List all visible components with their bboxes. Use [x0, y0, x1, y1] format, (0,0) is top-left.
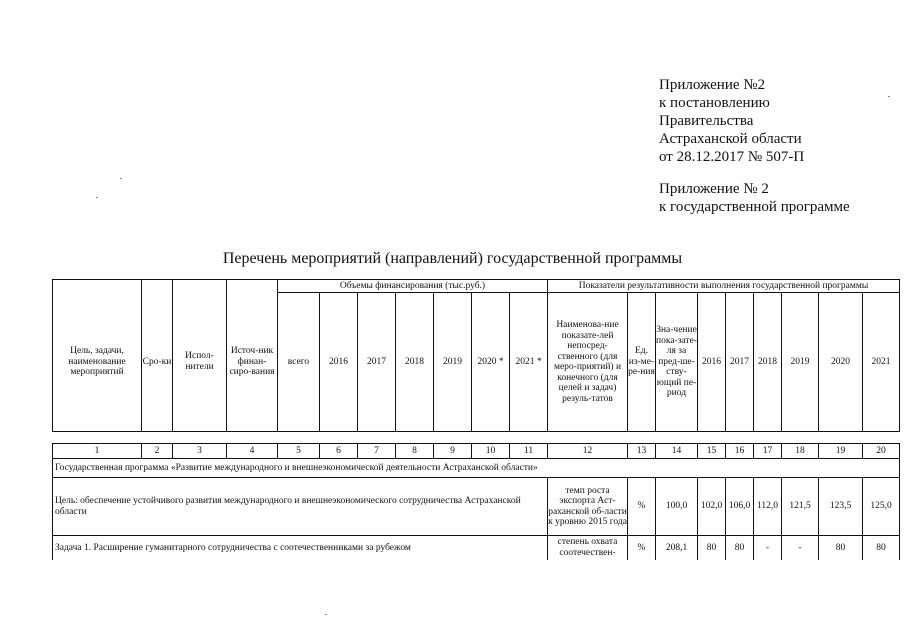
- row-value: 102,0: [698, 478, 726, 536]
- appendix-line: Приложение №2: [659, 77, 766, 93]
- row-name: Задача 1. Расширение гуманитарного сотрудничества с соотечественниками за рубежом: [53, 536, 548, 560]
- header-empty-cell: [53, 280, 142, 293]
- column-number: 3: [173, 444, 227, 459]
- header-fin-year: 2019: [434, 293, 472, 432]
- column-number: 5: [278, 444, 320, 459]
- row-value: -: [782, 536, 819, 560]
- row-value: 80: [698, 536, 726, 560]
- column-number: 2: [142, 444, 173, 459]
- row-prev-value: 208,1: [656, 536, 698, 560]
- appendix-line: от 28.12.2017 № 507-П: [659, 149, 805, 165]
- header-empty-cell: [227, 280, 278, 293]
- column-number: 7: [358, 444, 396, 459]
- column-number: 18: [782, 444, 819, 459]
- column-number: 20: [863, 444, 900, 459]
- column-number: 11: [510, 444, 548, 459]
- appendix-order-block: [659, 76, 804, 166]
- row-value: 112,0: [754, 478, 782, 536]
- column-number: 8: [396, 444, 434, 459]
- header-ind-year: 2016: [698, 293, 726, 432]
- header-fin-year: 2018: [396, 293, 434, 432]
- scan-speck: [888, 96, 890, 97]
- header-empty-cell: [142, 280, 173, 293]
- scan-speck: [96, 197, 98, 198]
- table-row: [53, 478, 900, 536]
- program-section-title: Государственная программа «Развитие международного и внешнеэкономической деятельности Астраханской области»: [53, 459, 900, 478]
- appendix-line: Правительства: [659, 113, 754, 129]
- table-row: [53, 536, 900, 560]
- row-prev-value: 100,0: [656, 478, 698, 536]
- column-number: 1: [53, 444, 142, 459]
- scan-speck: [120, 178, 122, 179]
- row-unit: %: [628, 536, 656, 560]
- header-indicators-group: Показатели результативности выполнения государственной программы: [548, 280, 900, 293]
- row-indicator: степень охвата соотечествен-: [548, 536, 628, 560]
- column-number: 6: [320, 444, 358, 459]
- header-total: всего: [278, 293, 320, 432]
- row-value: 80: [726, 536, 754, 560]
- appendix-line: к государственной программе: [659, 199, 850, 215]
- column-number: 9: [434, 444, 472, 459]
- header-goal: Цель, задачи, наименование мероприятий: [53, 293, 142, 432]
- header-ind-year: 2020: [819, 293, 863, 432]
- column-number: 16: [726, 444, 754, 459]
- column-number: 15: [698, 444, 726, 459]
- header-ind-year: 2018: [754, 293, 782, 432]
- column-number-row: [53, 444, 900, 459]
- column-number: 13: [628, 444, 656, 459]
- header-fin-year: 2020 *: [472, 293, 510, 432]
- row-value: -: [754, 536, 782, 560]
- column-number: 14: [656, 444, 698, 459]
- header-prev-value: Зна-чение пока-зате-ля за пред-ше-ству-ющий пе-риод: [656, 293, 698, 432]
- header-financing-group: Объемы финансирования (тыс.руб.): [278, 280, 548, 293]
- body-table: [52, 443, 900, 560]
- row-value: 123,5: [819, 478, 863, 536]
- header-table: [52, 279, 900, 432]
- appendix-program-block: [659, 180, 850, 216]
- appendix-line: Приложение № 2: [659, 181, 769, 197]
- header-empty-cell: [173, 280, 227, 293]
- header-ind-year: 2017: [726, 293, 754, 432]
- scan-speck: [325, 614, 327, 615]
- row-unit: %: [628, 478, 656, 536]
- row-indicator: темп роста экспорта Аст-раханской об-ласти к уровню 2015 года: [548, 478, 628, 536]
- row-value: 106,0: [726, 478, 754, 536]
- column-number: 17: [754, 444, 782, 459]
- header-indicator-name: Наименова-ние показате-лей непосред-ственного (для меро-приятий) и конечного (для целей и задач) резуль-татов: [548, 293, 628, 432]
- header-ind-year: 2019: [782, 293, 819, 432]
- row-value: 125,0: [863, 478, 900, 536]
- header-unit: Ед. из-ме-ре-ния: [628, 293, 656, 432]
- header-fin-year: 2021 *: [510, 293, 548, 432]
- appendix-line: Астраханской области: [659, 131, 802, 147]
- row-value: 80: [819, 536, 863, 560]
- header-source: Источ-ник финан-сиро-вания: [227, 293, 278, 432]
- column-number: 10: [472, 444, 510, 459]
- row-value: 80: [863, 536, 900, 560]
- header-fin-year: 2016: [320, 293, 358, 432]
- column-number: 4: [227, 444, 278, 459]
- header-ind-year: 2021: [863, 293, 900, 432]
- row-value: 121,5: [782, 478, 819, 536]
- appendix-line: к постановлению: [659, 95, 770, 111]
- header-fin-year: 2017: [358, 293, 396, 432]
- column-number: 19: [819, 444, 863, 459]
- document-title: Перечень мероприятий (направлений) государственной программы: [222, 250, 683, 267]
- row-name: Цель: обеспечение устойчивого развития международного и внешнеэкономического сотрудничества Астраханской области: [53, 478, 548, 536]
- column-number: 12: [548, 444, 628, 459]
- header-terms: Сро-ки: [142, 293, 173, 432]
- header-executors: Испол-нители: [173, 293, 227, 432]
